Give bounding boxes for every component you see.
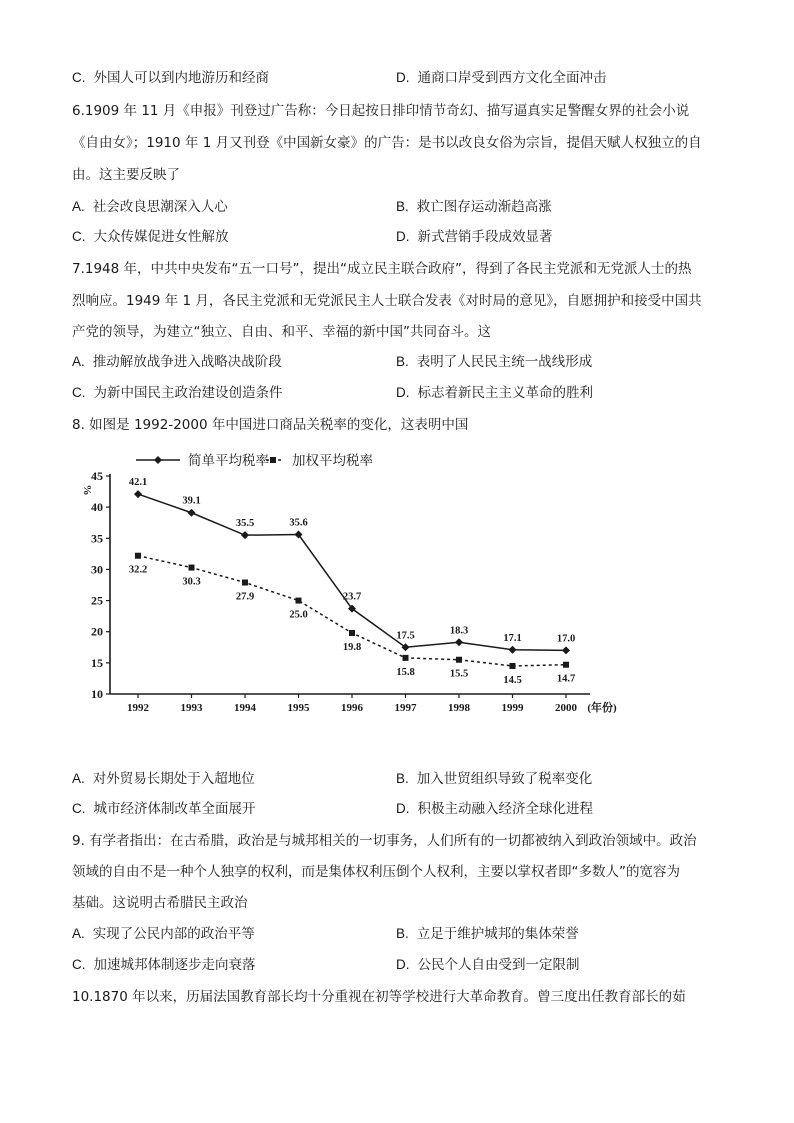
q9-stem-line-2: 领域的自由不是一种个人独享的权利，而是集体权利压倒个人权利，主要以掌权者即“多数人”的宽容为: [72, 864, 680, 880]
option-text: 立足于维护城邦的集体荣誉: [416, 926, 579, 942]
x-tick-label: 1997: [394, 702, 417, 714]
data-label: 14.7: [556, 673, 576, 685]
data-point-square: [563, 662, 569, 668]
option-label: D.: [396, 801, 410, 816]
option-label: A.: [72, 926, 85, 941]
data-label: 23.7: [342, 591, 362, 603]
x-tick-label: 1995: [287, 702, 310, 714]
data-label: 18.3: [449, 625, 469, 637]
data-label: 32.2: [128, 564, 148, 576]
data-label: 39.1: [182, 495, 201, 507]
option-text: 表明了人民民主统一战线形成: [416, 354, 593, 370]
option-text: 社会改良思潮深入人心: [92, 199, 228, 215]
q8-option-b: [396, 767, 592, 787]
y-tick-label: 45: [91, 469, 103, 483]
data-point-diamond: [188, 509, 196, 517]
y-tick-label: 40: [91, 500, 103, 515]
data-label: 30.3: [182, 576, 201, 588]
q9-stem-line-1: 9. 有学者指出：在古希腊，政治是与城邦相关的一切事务，人们所有的一切都被纳入到政治领域中。政治: [72, 833, 697, 849]
tariff-line-chart: [70, 446, 640, 716]
option-text: 标志着新民主主义革命的胜利: [417, 385, 593, 401]
chart-legend: [136, 452, 373, 469]
q10-stem-line-1: 10.1870 年以来，历届法国教育部长均十分重视在初等学校进行大革命教育。曾三度出任教育部长的茹: [72, 989, 686, 1005]
q9-option-c: [72, 953, 256, 973]
option-label: B.: [396, 199, 409, 214]
data-point-square: [403, 655, 409, 661]
option-label: B.: [396, 771, 409, 786]
data-point-diamond: [241, 531, 249, 539]
y-tick-label: 30: [91, 562, 103, 577]
option-label: D.: [396, 385, 410, 400]
option-label: C.: [72, 385, 86, 400]
q6-stem-line-2: 《自由女》；1910 年 1 月又刊登《中国新女豪》的广告：是书以改良女俗为宗旨，提倡天赋人权独立的自: [72, 135, 702, 151]
x-tick-label: 1993: [180, 702, 203, 714]
y-tick-label: 20: [91, 624, 103, 639]
option-text: 加入世贸组织导致了税率变化: [416, 771, 593, 787]
y-axis-unit-label: %: [81, 484, 93, 496]
x-tick-label: 1998: [448, 702, 470, 714]
x-axis-label: (年份): [587, 702, 617, 714]
data-point-square: [349, 630, 355, 636]
option-label: A.: [72, 771, 85, 786]
q5-option-c: [72, 66, 269, 86]
data-label: 17.0: [556, 633, 576, 645]
q6-option-c: [72, 225, 229, 245]
option-text: 大众传媒促进女性解放: [93, 229, 229, 245]
data-label: 17.5: [396, 630, 415, 642]
option-text: 救亡图存运动渐趋高涨: [416, 199, 552, 215]
q6-option-d: [396, 225, 553, 245]
data-point-square: [456, 657, 462, 663]
q9-option-d: [396, 953, 580, 973]
q6-stem-line-3: 由。这主要反映了: [72, 167, 180, 183]
data-point-diamond: [455, 638, 463, 646]
data-point-square: [189, 565, 195, 571]
data-label: 42.1: [128, 477, 148, 489]
data-label: 19.8: [342, 641, 362, 653]
data-label: 27.9: [235, 591, 255, 603]
q6-option-a: [72, 195, 228, 215]
q8-option-d: [396, 797, 593, 817]
q9-stem-line-3: 基础。这说明古希腊民主政治: [72, 895, 248, 911]
q8-option-c: [72, 797, 256, 817]
data-label: 14.5: [503, 674, 522, 686]
option-text: 推动解放战争进入战略决战阶段: [92, 354, 282, 370]
q8-stem: 8. 如图是 1992-2000 年中国进口商品关税率的变化，这表明中国: [72, 417, 469, 433]
option-label: A.: [72, 354, 85, 369]
x-tick-label: 1996: [341, 702, 363, 714]
x-tick-label: 1994: [234, 702, 256, 714]
option-label: A.: [72, 199, 85, 214]
legend-marker-diamond: [154, 456, 162, 464]
q7-stem-line-1: 7.1948 年，中共中央发布“五一口号”，提出“成立民主联合政府”，得到了各民主党派和无党派人士的热: [72, 261, 692, 277]
option-text: 外国人可以到内地游历和经商: [93, 70, 269, 86]
legend-marker-square: [270, 457, 276, 463]
x-tick-label: 1999: [501, 702, 524, 714]
data-point-square: [510, 663, 516, 669]
option-text: 积极主动融入经济全球化进程: [417, 801, 593, 817]
x-tick-label: 2000: [555, 702, 577, 714]
y-tick-label: 35: [91, 531, 103, 546]
option-label: C.: [72, 70, 86, 85]
y-tick-label: 25: [91, 593, 103, 608]
q9-option-b: [396, 922, 579, 942]
data-point-square: [135, 553, 141, 559]
option-label: B.: [396, 926, 409, 941]
option-text: 实现了公民内部的政治平等: [92, 926, 255, 942]
data-label: 35.6: [289, 517, 308, 529]
data-label: 15.8: [396, 666, 415, 678]
chart-series: [129, 477, 575, 686]
q5-option-d: [396, 66, 607, 86]
option-label: C.: [72, 957, 86, 972]
q7-option-b: [396, 350, 592, 370]
q6-stem-line-1: 6.1909 年 11 月《申报》刊登过广告称：今日起按日排印情节奇幻、描写逼真实足警醒女界的社会小说: [72, 103, 690, 119]
option-label: D.: [396, 957, 410, 972]
legend-label-1: 简单平均税率: [188, 453, 269, 469]
option-label: C.: [72, 229, 86, 244]
q6-option-b: [396, 195, 552, 215]
option-text: 通商口岸受到西方文化全面冲击: [417, 70, 607, 86]
data-label: 35.5: [235, 518, 255, 530]
q7-option-c: [72, 381, 283, 401]
q7-stem-line-2: 烈响应。1949 年 1 月，各民主党派和无党派民主人士联合发表《对时局的意见》，自愿拥护和接受中国共: [72, 293, 702, 309]
data-point-diamond: [134, 490, 142, 498]
data-point-diamond: [509, 646, 517, 654]
data-point-square: [242, 580, 248, 586]
option-text: 为新中国民主政治建设创造条件: [93, 385, 283, 401]
option-text: 公民个人自由受到一定限制: [417, 957, 580, 973]
option-text: 加速城邦体制逐步走向衰落: [93, 957, 256, 973]
y-tick-label: 15: [91, 655, 103, 670]
q7-option-d: [396, 381, 593, 401]
option-label: C.: [72, 801, 86, 816]
option-label: B.: [396, 354, 409, 369]
series-line-1: [138, 494, 566, 650]
q9-option-a: [72, 922, 255, 942]
x-tick-label: 1992: [127, 702, 149, 714]
option-label: D.: [396, 229, 410, 244]
data-label: 17.1: [503, 632, 522, 644]
q8-option-a: [72, 767, 255, 787]
legend-label-2: 加权平均税率: [292, 453, 373, 469]
data-point-square: [296, 598, 302, 604]
q7-option-a: [72, 350, 282, 370]
option-text: 对外贸易长期处于入超地位: [92, 771, 255, 787]
option-text: 城市经济体制改革全面展开: [93, 801, 256, 817]
data-point-diamond: [562, 646, 570, 654]
option-text: 新式营销手段成效显著: [417, 229, 553, 245]
option-label: D.: [396, 70, 410, 85]
data-label: 15.5: [449, 668, 469, 680]
y-tick-label: 10: [91, 687, 103, 701]
q7-stem-line-3: 产党的领导，为建立“独立、自由、和平、幸福的新中国”共同奋斗。这: [72, 324, 491, 340]
data-label: 25.0: [289, 609, 308, 621]
